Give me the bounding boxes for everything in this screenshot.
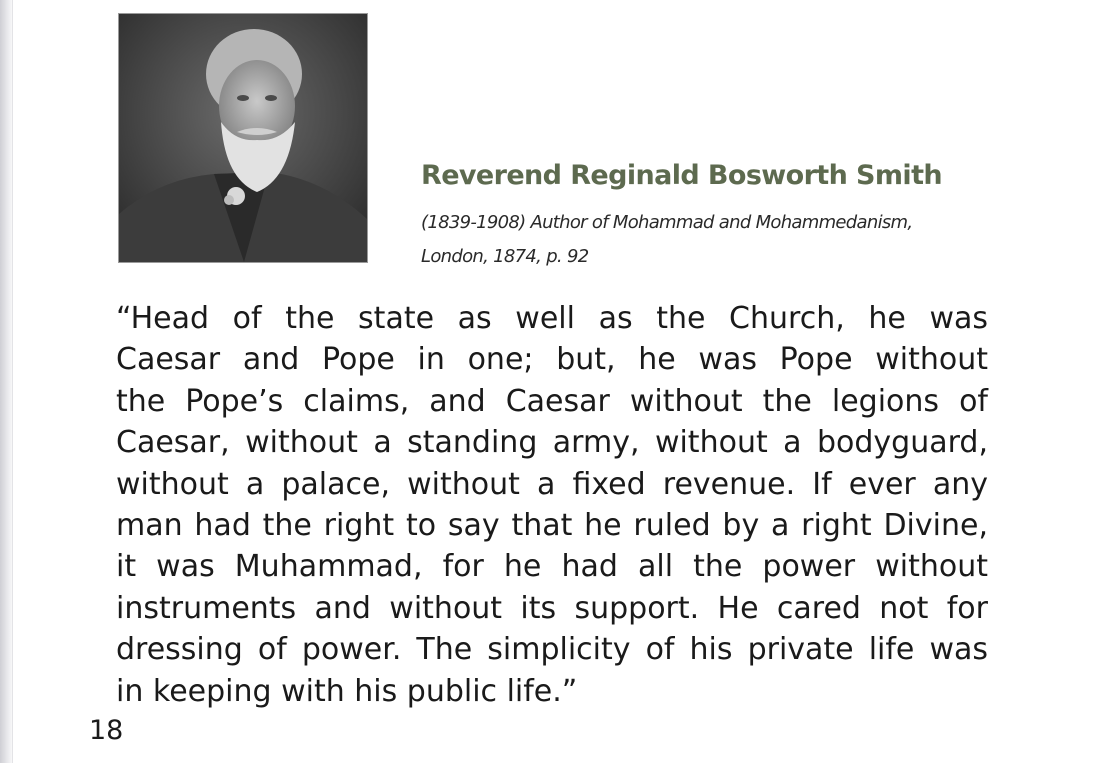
- quote-line: in keeping with his public life.”: [116, 673, 578, 709]
- portrait-image: [119, 14, 367, 262]
- quote-line: the Pope’s claims, and Caesar without the legions of: [116, 383, 988, 419]
- quote-line: Caesar and Pope in one; but, he was Pope without: [116, 342, 988, 378]
- person-caption: [421, 206, 912, 274]
- quote-line: instruments and without its support. He cared not for: [116, 590, 988, 626]
- caption-line: (1839-1908) Author of Mohammad and Mohammedanism,: [421, 212, 913, 233]
- page-number: 18: [89, 715, 124, 746]
- quote-line: “Head of the state as well as the Church, he was: [116, 301, 988, 336]
- person-name: Reverend Reginald Bosworth Smith: [421, 160, 942, 191]
- quote-line: man had the right to say that he ruled by a right Divine,: [116, 508, 988, 544]
- quote-line: Caesar, without a standing army, without a bodyguard,: [116, 425, 988, 461]
- quote-line: without a palace, without a fixed revenue. If ever any: [116, 466, 988, 502]
- page-left-edge: [0, 0, 13, 763]
- quote-text: [116, 298, 988, 712]
- portrait-photo: [118, 13, 368, 263]
- quote-line: dressing of power. The simplicity of his private life was: [116, 632, 988, 668]
- quote-line: it was Muhammad, for he had all the power without: [116, 549, 988, 585]
- caption-line: London, 1874, p. 92: [421, 246, 589, 267]
